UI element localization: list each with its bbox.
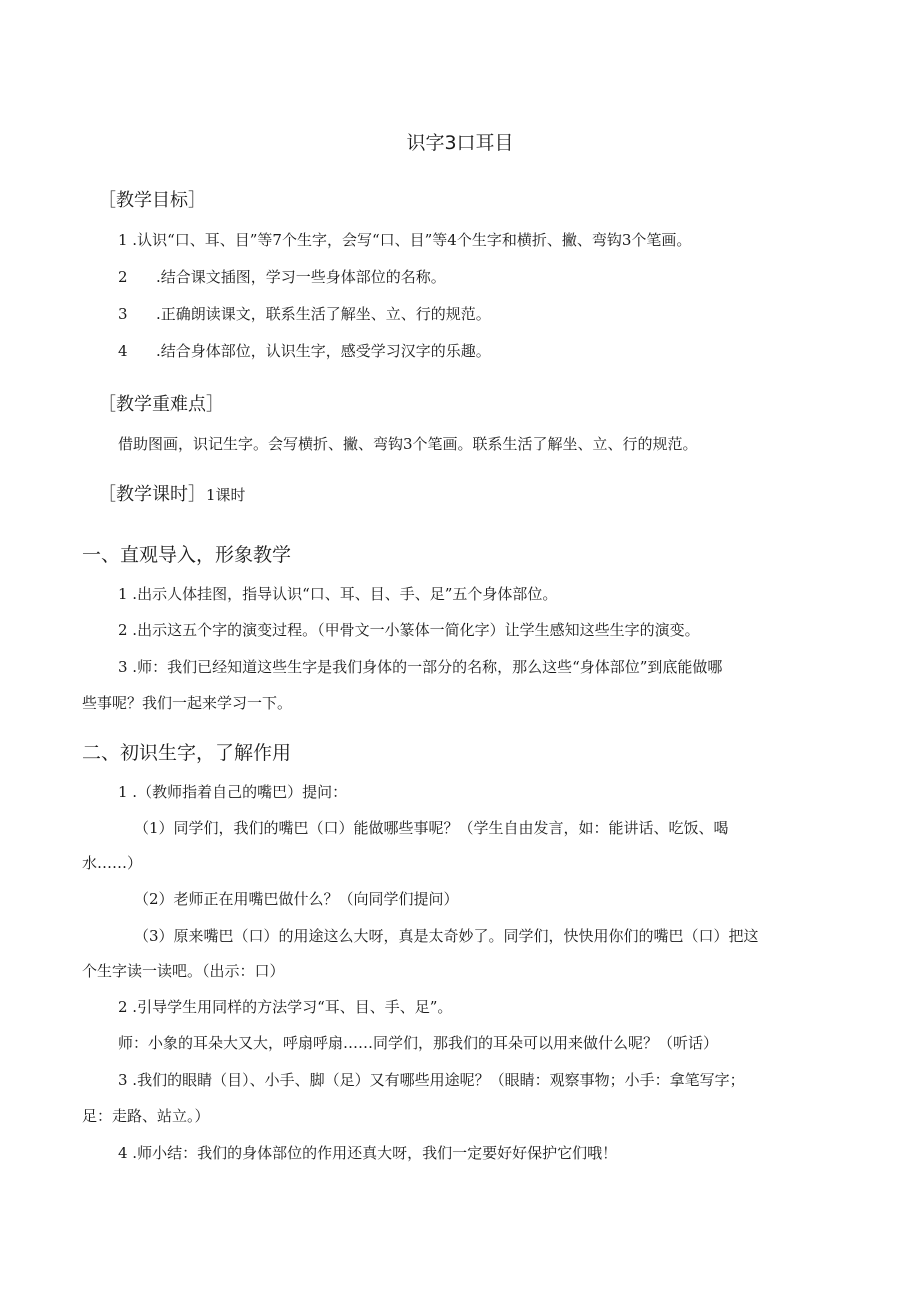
paragraph-line: 些事呢？我们一起来学习一下。	[82, 694, 293, 712]
paragraph-line: （1）同学们，我们的嘴巴（口）能做哪些事呢？（学生自由发言，如：能讲话、吃饭、喝	[134, 819, 729, 837]
paragraph-line: （3）原来嘴巴（口）的用途这么大呀，真是太奇妙了。同学们，快快用你们的嘴巴（口）把这	[134, 927, 759, 945]
objective-text: .结合课文插图，学习一些身体部位的名称。	[156, 268, 446, 286]
paragraph-line: 3 .我们的眼睛（目）、小手、脚（足）又有哪些用途呢？（眼睛：观察事物；小手：拿笔写字；	[118, 1071, 745, 1089]
paragraph-line: 足：走路、站立。）	[82, 1107, 210, 1125]
paragraph-line: 1 .（教师指着自己的嘴巴）提问：	[118, 783, 348, 801]
objective-item: 1 .认识“口、耳、目”等7个生字，会写“口、目”等4个生字和横折、撇、弯钩3个笔画。	[118, 231, 692, 249]
objective-text: .结合身体部位，认识生字，感受学习汉字的乐趣。	[156, 342, 491, 360]
paragraph-line: 1 .出示人体挂图，指导认识“口、耳、目、手、足”五个身体部位。	[118, 585, 558, 603]
hours-value: 1课时	[206, 486, 246, 504]
hours-heading: ［教学课时］	[98, 484, 206, 505]
page-title: 识字3口耳目	[406, 132, 514, 154]
paragraph-line: 师：小象的耳朵大又大，呼扇呼扇……同学们，那我们的耳朵可以用来做什么呢？（听话）	[118, 1034, 719, 1052]
keypoints-heading: ［教学重难点］	[98, 394, 224, 415]
part1-heading: 一、直观导入，形象教学	[82, 544, 292, 566]
paragraph-line: 2 .引导学生用同样的方法学习“耳、目、手、足”。	[118, 998, 453, 1016]
paragraph-line: 个生字读一读吧。（出示：口）	[82, 962, 285, 980]
hours-row	[98, 483, 246, 507]
paragraph-line: 3 .师：我们已经知道这些生字是我们身体的一部分的名称，那么这些“身体部位”到底能做哪	[118, 658, 723, 676]
objective-item	[118, 341, 491, 361]
keypoints-text: 借助图画，识记生字。会写横折、撇、弯钩3个笔画。联系生活了解坐、立、行的规范。	[118, 435, 698, 453]
objective-number: 3	[118, 305, 128, 323]
paragraph-line: 2 .出示这五个字的演变过程。（甲骨文一小篆体一简化字）让学生感知这些生字的演变。	[118, 621, 700, 639]
objective-text: .正确朗读课文，联系生活了解坐、立、行的规范。	[156, 305, 491, 323]
objective-item	[118, 304, 491, 324]
objective-number: 2	[118, 268, 128, 286]
paragraph-line: （2）老师正在用嘴巴做什么？（向同学们提问）	[134, 890, 459, 908]
paragraph-line: 水……）	[82, 854, 143, 872]
objective-number: 4	[118, 342, 128, 360]
paragraph-line: 4 .师小结：我们的身体部位的作用还真大呀，我们一定要好好保护它们哦！	[118, 1144, 618, 1162]
objective-item	[118, 267, 446, 287]
objectives-heading: ［教学目标］	[98, 190, 206, 211]
part2-heading: 二、初识生字，了解作用	[82, 742, 292, 764]
